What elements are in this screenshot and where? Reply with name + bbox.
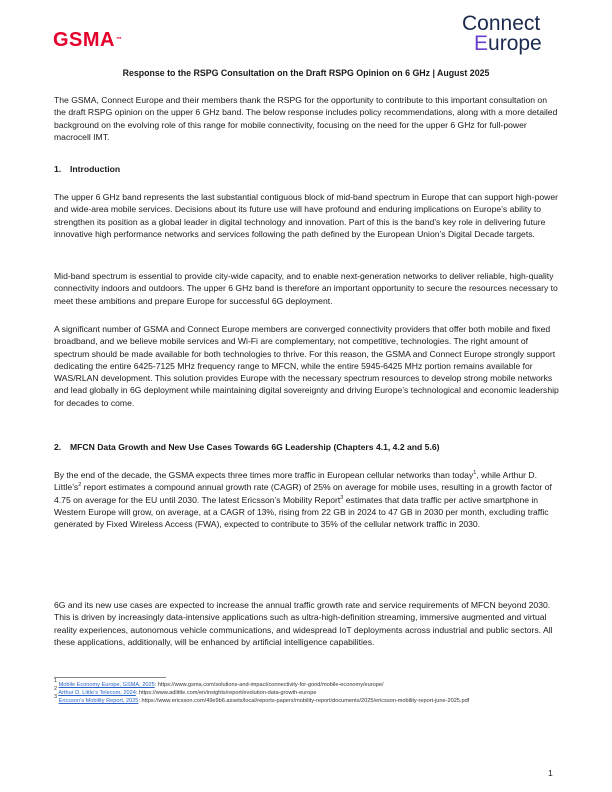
footnote-1: $^1$ Mobile Economy Europe, GSMA, 2025: https://www.gsma.com/solutions-and-impact/connectivity-for-good/mobile-economy/europe/ (54, 678, 384, 688)
section-2-paragraph-2: 6G and its new use cases are expected to increase the annual traffic growth rate and service requirements of MFCN beyond 2030. This is driven by increasingly data-intensive applications such as ultra-high-definition streaming, immersive augmented and virtual reality experiences, autonomous vehicle communications, and widespread IoT deployments across industrial and public sectors. All these applications, additionally, will be enhanced by artificial intelligence capabilities. (54, 600, 553, 647)
footnote-ref-1[interactable]: 1 (473, 470, 477, 476)
intro-paragraph: The GSMA, Connect Europe and their members thank the RSPG for the opportunity to contribute to this important consultation on the draft RSPG opinion on the upper 6 GHz band. The below response includes policy recommendations, along with a more detailed background on the evolving role of this range for mobile connectivity, focusing on the need for the upper 6 GHz for full-power macrocell IMT. (54, 95, 558, 142)
footnote-divider (54, 677, 166, 678)
section-1-paragraph-1: The upper 6 GHz band represents the last substantial contiguous block of mid-band spectrum in Europe that can support high-power and wide-area mobile services. Decisions about its future use will have profound and enduring implications on Europe’s ability to strengthen its position as a global leader in digital technology and innovation. Part of this is the band’s key role in delivering future innovative high performance networks and services following the path defined by the European Union’s Digital Decade targets. (54, 192, 558, 239)
section-1-paragraph-3: A significant number of GSMA and Connect Europe members are converged connectivity providers that offer both mobile and fixed broadband, and we believe mobile services and Wi-Fi are complementary, not competitive, technologies. The right amount of spectrum should be made available for both technologies to thrive. For this reason, the GSMA and Connect Europe strongly support dedicating the entire 6425-7125 MHz frequency range to MFCN, while the entire 5945-6425 MHz portion remains available for WAS/RLAN development. This solution provides Europe with the necessary spectrum resources to develop strong mobile networks and lead globally in 6G deployment while maintaining digital sovereignty and driving Europe’s technological and economic leadership for decades to come. (54, 324, 559, 408)
footnote-ref-3[interactable]: 3 (340, 494, 344, 501)
footnote-2: $^2$ Arthur D. Little’s Telecom, 2024: https://www.adlittle.com/en/insights/report/evolution-data-growth-europe (54, 686, 317, 696)
footnote-3-link[interactable]: Ericsson’s Mobility Report, 2025 (58, 698, 139, 704)
section-1-paragraph-2: Mid-band spectrum is essential to provide city-wide capacity, and to enable next-generation networks to deliver reliable, high-quality connectivity indoors and outdoors. The upper 6 GHz band is therefore an important opportunity to secure the resources necessary to meet these ambitions and prepare Europe for successful 6G deployment. (54, 271, 558, 306)
footnote-1-link[interactable]: Mobile Economy Europe, GSMA, 2025 (58, 682, 155, 688)
section-2-heading: 2. MFCN Data Growth and New Use Cases Towards 6G Leadership (Chapters 4.1, 4.2 and 5.6) (54, 442, 440, 452)
footnote-ref-2[interactable]: 2 (78, 482, 82, 489)
connect-europe-logo: Connect Europe (462, 12, 542, 55)
page-number: 1 (548, 768, 553, 778)
section-2-paragraph-1: By the end of the decade, the GSMA expects three times more traffic in European cellular networks than today$^1$, while Arthur D. $Little’s^2$ report estimates a compound annual growth rate (CAGR) of 25% on average for mobile uses, resulting in a growth factor of 4.75 on average for the EU until 2030. The latest Ericsson’s Mobility Report$^3$ estimates that data traffic per active smartphone in Western Europe will grow, on average, at a CAGR of 13%, rising from 22 GB in 2024 to 47 GB in 2030 per month, excluding traffic generated by Fixed Wireless Access (FWA), expected to contribute to 35% of the cellular network traffic in 2030. (54, 470, 552, 530)
section-1-heading: 1. Introduction (54, 164, 121, 174)
gsma-logo: GSMA™ (53, 29, 123, 51)
footnote-2-link[interactable]: Arthur D. Little’s Telecom, 2024 (58, 690, 136, 696)
document-title: Response to the RSPG Consultation on the Draft RSPG Opinion on 6 GHz | August 2025 (122, 68, 490, 78)
footnote-3: $^3$ Ericsson’s Mobility Report, 2025: https://www.ericsson.com/49e9b6.assets/local/reports-papers/mobility-report/documents/2025/ericsson-mobility-report-june-2025.pdf (54, 694, 470, 704)
